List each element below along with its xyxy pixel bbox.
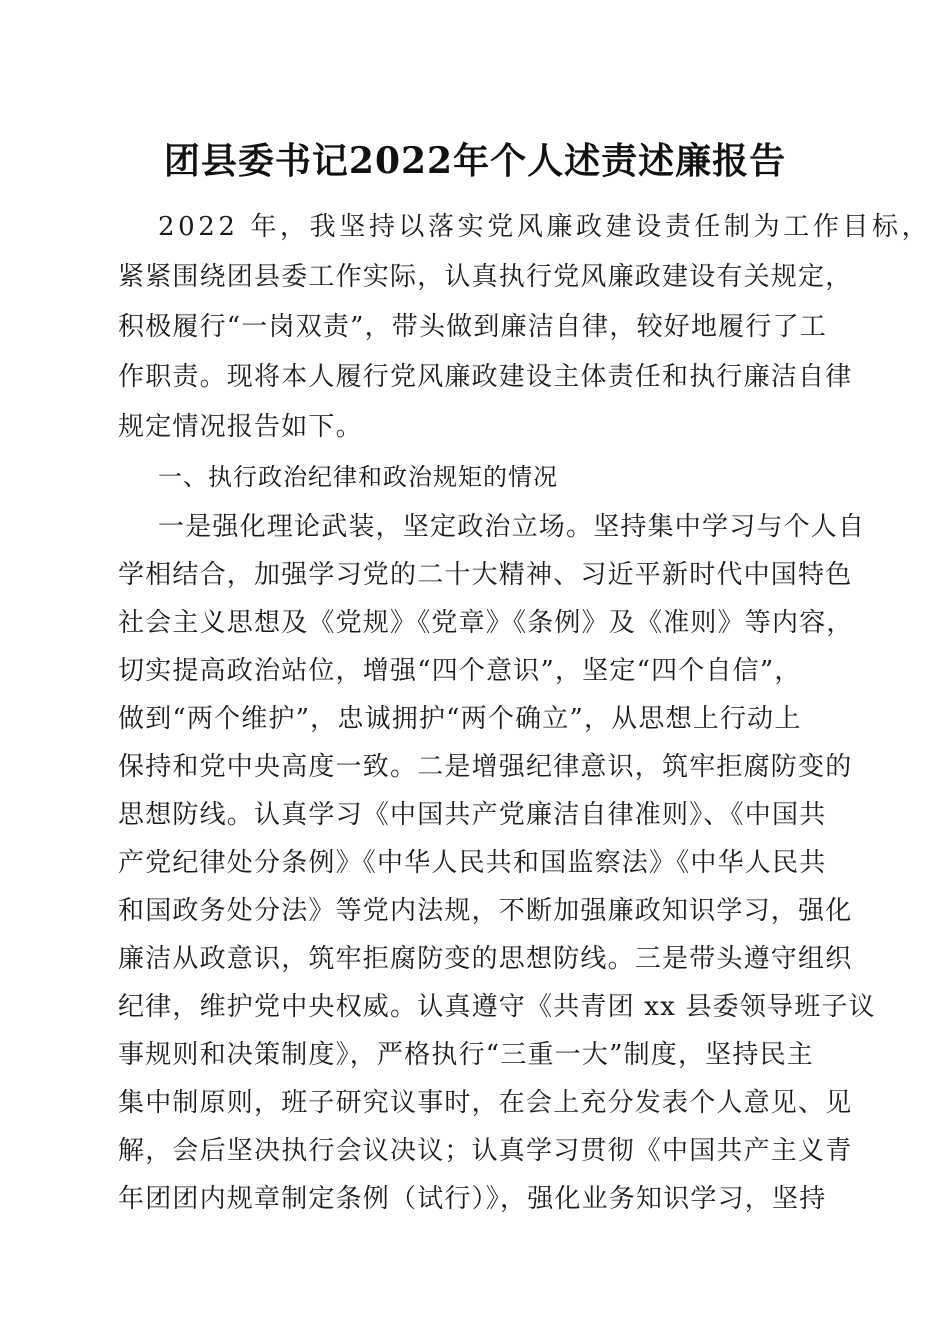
paragraph-line: 作职责。现将本人履行党风廉政建设主体责任和执行廉洁自律 <box>118 362 853 392</box>
section-heading: 一、执行政治纪律和政治规矩的情况 <box>158 463 558 491</box>
paragraph-line: 思想防线。认真学习《中国共产党廉洁自律准则》、《中国共 <box>118 800 827 830</box>
paragraph-line: 积极履行“一岗双责”，带头做到廉洁自律，较好地履行了工 <box>118 312 827 342</box>
document-title: 团县委书记2022年个人述责述廉报告 <box>163 140 787 182</box>
paragraph-line: 紧紧围绕团县委工作实际，认真执行党风廉政建设有关规定， <box>118 262 853 292</box>
paragraph-line: 做到“两个维护”，忠诚拥护“两个确立”，从思想上行动上 <box>118 704 802 734</box>
paragraph-line: 学相结合，加强学习党的二十大精神、习近平新时代中国特色 <box>118 560 853 590</box>
paragraph-line: 廉洁从政意识，筑牢拒腐防变的思想防线。三是带头遵守组织 <box>118 944 853 974</box>
paragraph-line: 和国政务处分法》等党内法规，不断加强廉政知识学习，强化 <box>118 896 853 926</box>
paragraph-line: 解，会后坚决执行会议决议；认真学习贯彻《中国共产主义青 <box>118 1136 853 1166</box>
paragraph-line: 规定情况报告如下。 <box>118 412 363 442</box>
paragraph-line: 切实提高政治站位，增强“四个意识”，坚定“四个自信”， <box>118 656 802 686</box>
paragraph-line: 集中制原则，班子研究议事时，在会上充分发表个人意见、见 <box>118 1088 853 1118</box>
paragraph-line: 一是强化理论武装，坚定政治立场。坚持集中学习与个人自 <box>158 512 866 542</box>
paragraph-line: 事规则和决策制度》，严格执行“三重一大”制度，坚持民主 <box>118 1040 814 1070</box>
paragraph-line: 年团团内规章制定条例（试行）》，强化业务知识学习，坚持 <box>118 1184 827 1214</box>
paragraph-line: 纪律，维护党中央权威。认真遵守《共青团 xx 县委领导班子议 <box>118 992 876 1022</box>
paragraph-line: 2022 年，我坚持以落实党风廉政建设责任制为工作目标， <box>158 212 932 242</box>
paragraph-line: 产党纪律处分条例》《中华人民共和国监察法》《中华人民共 <box>118 848 827 878</box>
paragraph-line: 保持和党中央高度一致。二是增强纪律意识，筑牢拒腐防变的 <box>118 752 853 782</box>
paragraph-line: 社会主义思想及《党规》《党章》《条例》及《准则》等内容， <box>118 608 854 638</box>
